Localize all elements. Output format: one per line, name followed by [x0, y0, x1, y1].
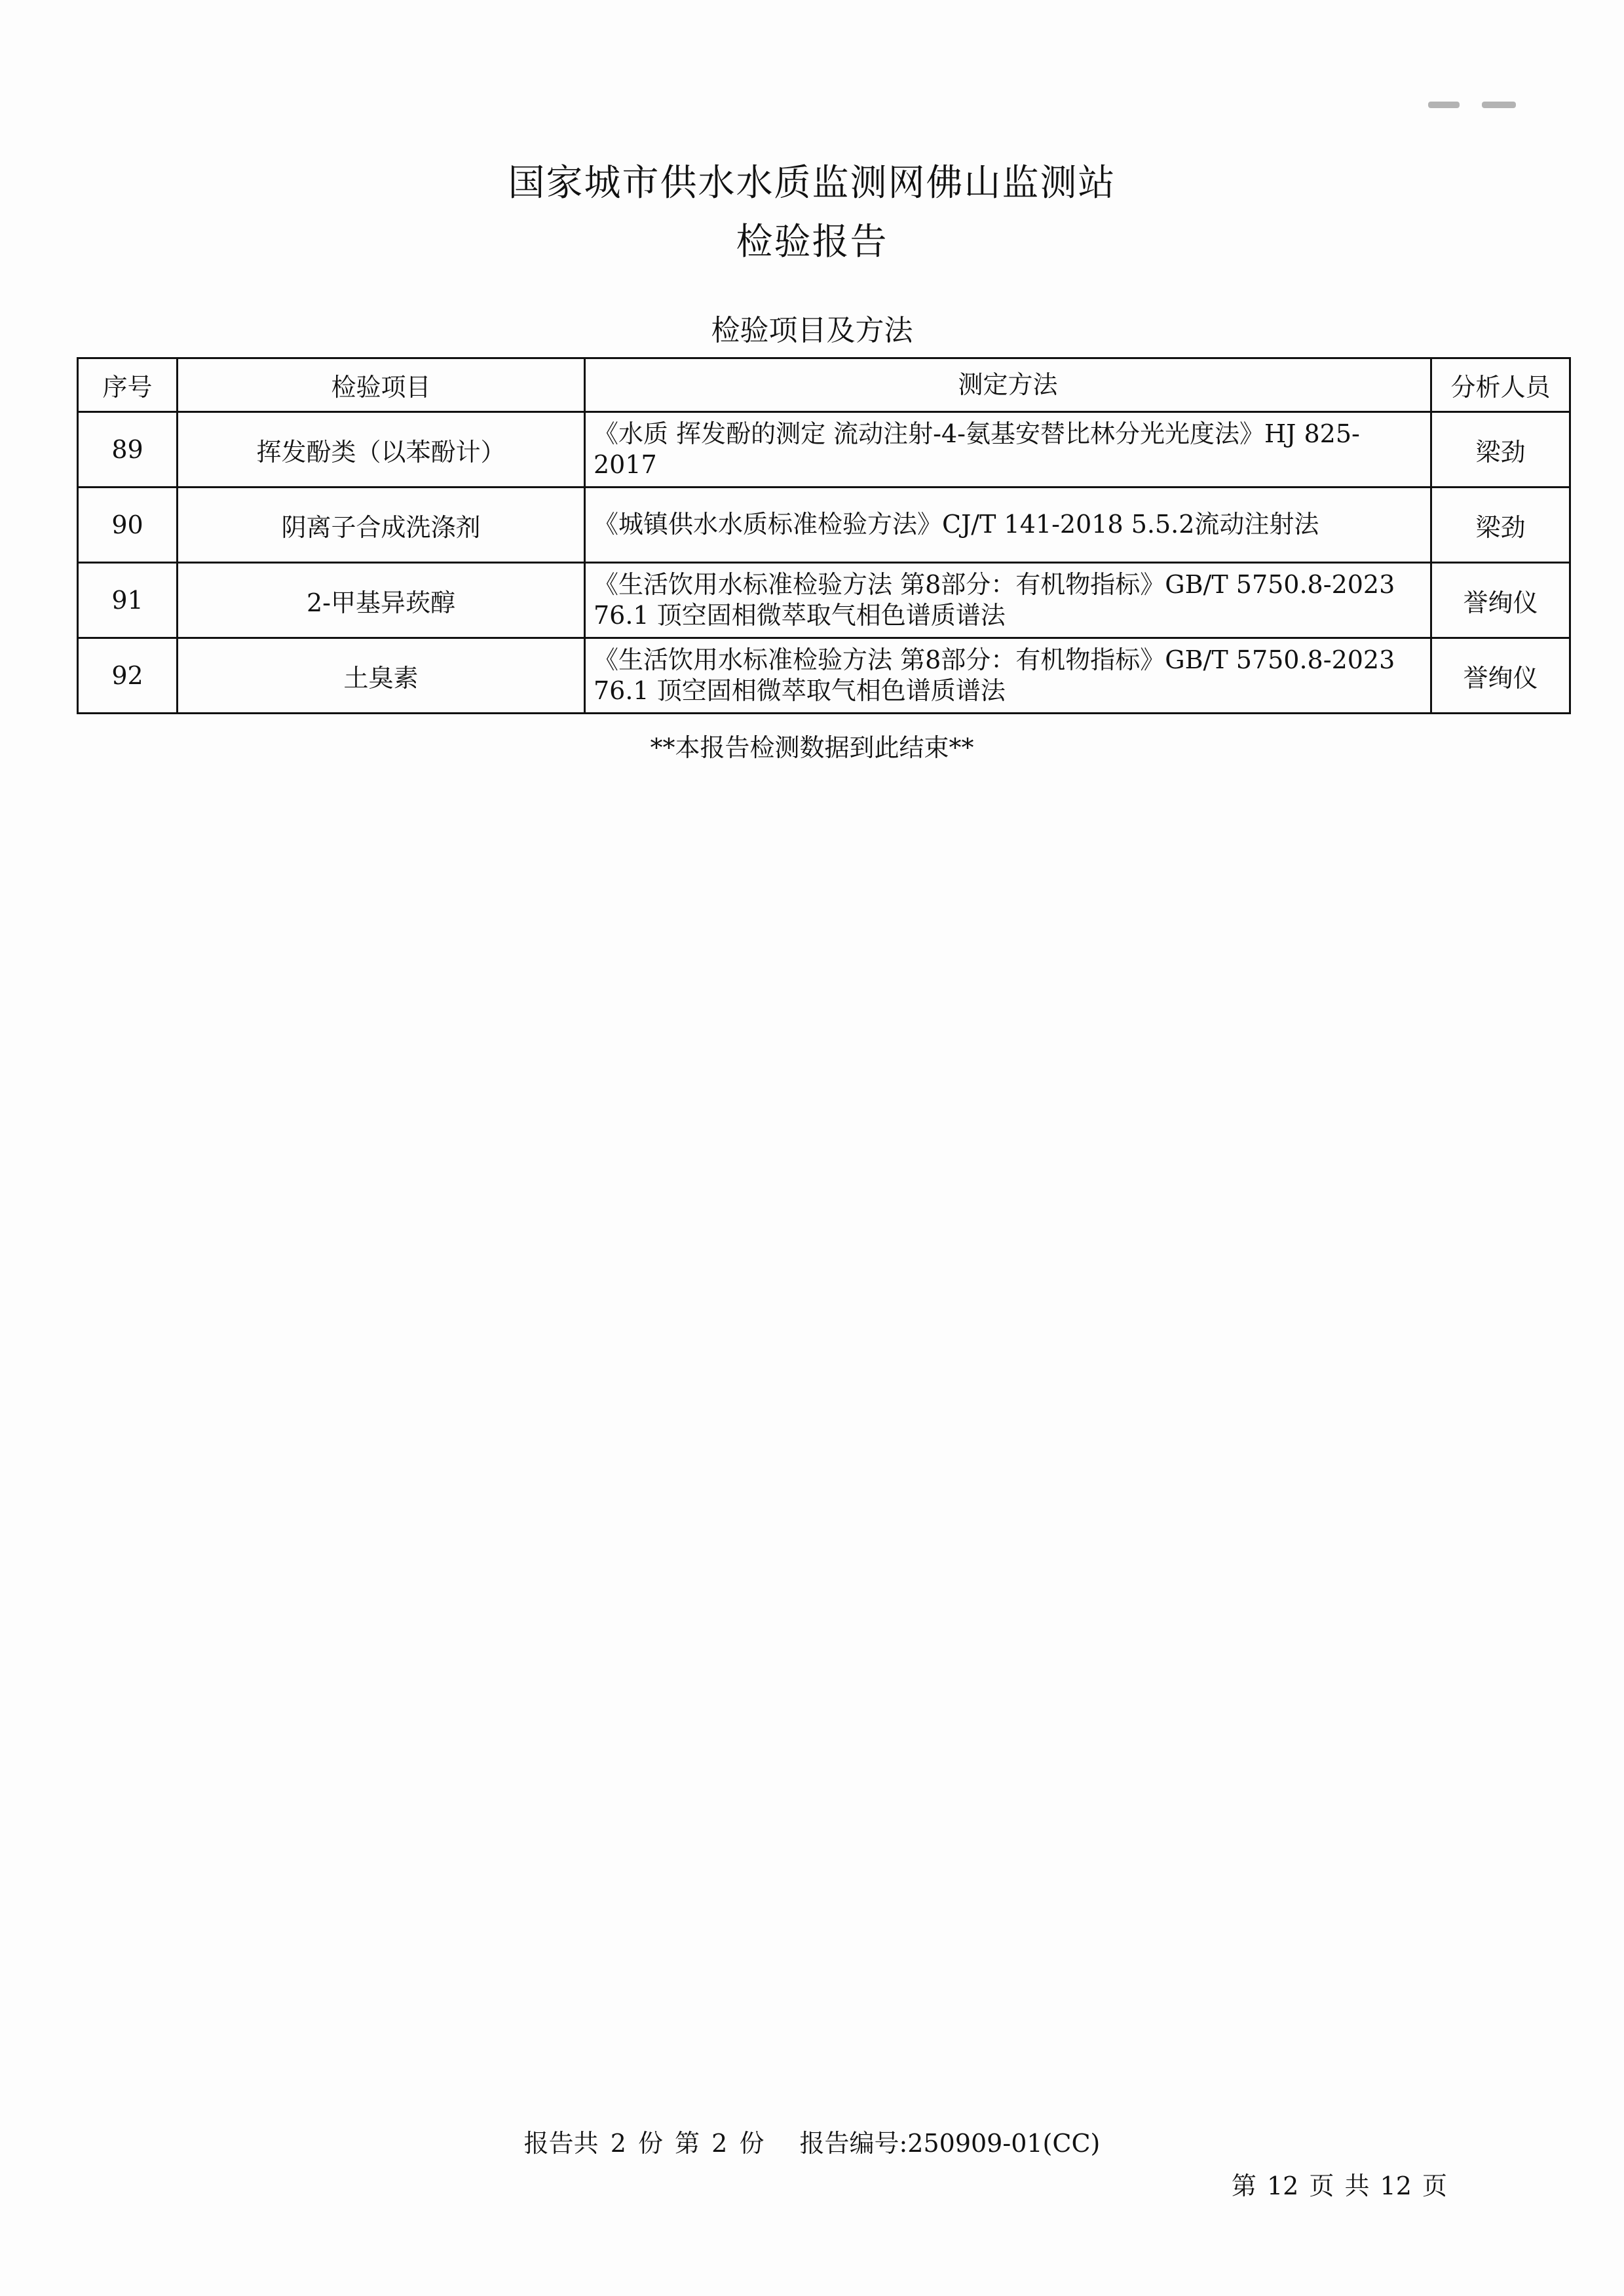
cell-analyst: 梁劲 [1431, 412, 1570, 488]
cell-item: 土臭素 [178, 638, 585, 714]
cell-method: 《生活饮用水标准检验方法 第8部分：有机物指标》GB/T 5750.8-2023 76.1 顶空固相微萃取气相色谱质谱法 [585, 638, 1431, 714]
cell-analyst: 梁劲 [1431, 488, 1570, 563]
header-analyst: 分析人员 [1431, 358, 1570, 412]
section-title: 检验项目及方法 [711, 314, 913, 347]
cell-no: 90 [78, 488, 178, 563]
header-method: 测定方法 [585, 358, 1431, 412]
header-no: 序号 [78, 358, 178, 412]
page-number: 第 12 页 共 12 页 [1231, 2172, 1447, 2200]
methods-table [77, 357, 1571, 714]
cell-method: 《生活饮用水标准检验方法 第8部分：有机物指标》GB/T 5750.8-2023 76.1 顶空固相微萃取气相色谱质谱法 [585, 563, 1431, 638]
cell-analyst: 誉绚仪 [1431, 638, 1570, 714]
scan-artifact-mark [1428, 102, 1460, 108]
scan-artifact-mark [1482, 102, 1516, 108]
table-header-row [78, 358, 1570, 412]
table-row [78, 412, 1570, 488]
cell-method: 《城镇供水水质标准检验方法》CJ/T 141-2018 5.5.2流动注射法 [585, 488, 1431, 563]
table-row [78, 488, 1570, 563]
end-of-data-note: **本报告检测数据到此结束** [650, 733, 974, 762]
cell-analyst: 誉绚仪 [1431, 563, 1570, 638]
table-row [78, 638, 1570, 714]
report-footer [0, 2123, 1624, 2159]
cell-item: 2-甲基异莰醇 [178, 563, 585, 638]
table-row [78, 563, 1570, 638]
report-number: 报告编号:250909-01(CC) [799, 2129, 1101, 2158]
copies-info: 报告共 2 份 第 2 份 [523, 2129, 765, 2158]
cell-no: 91 [78, 563, 178, 638]
report-title-organization: 国家城市供水水质监测网佛山监测站 [508, 162, 1116, 204]
cell-item: 阴离子合成洗涤剂 [178, 488, 585, 563]
cell-item: 挥发酚类（以苯酚计） [178, 412, 585, 488]
cell-method: 《水质 挥发酚的测定 流动注射-4-氨基安替比林分光光度法》HJ 825-2017 [585, 412, 1431, 488]
header-item: 检验项目 [178, 358, 585, 412]
cell-no: 89 [78, 412, 178, 488]
report-title-type: 检验报告 [736, 221, 888, 263]
cell-no: 92 [78, 638, 178, 714]
